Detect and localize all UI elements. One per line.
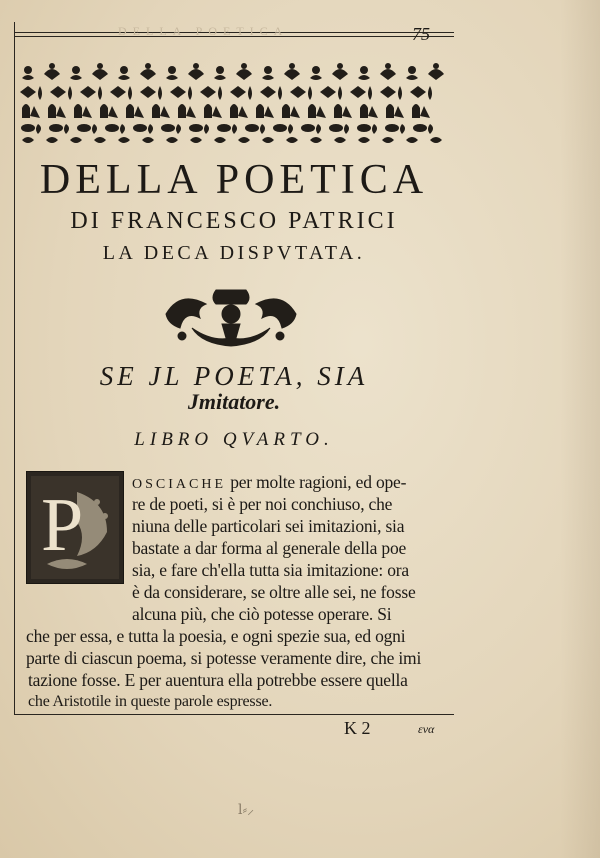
body-line-2: re de poeti, si è per noi conchiuso, che <box>132 494 393 514</box>
deca-line: LA DECA DISPVTATA. <box>102 242 366 264</box>
page-number: 75 <box>412 24 430 44</box>
page-edge-shadow <box>560 0 600 858</box>
body-line-9: parte di ciascun poema, si potesse veramente dire, che imi <box>26 648 422 668</box>
book-heading: LIBRO QVARTO. <box>134 429 334 450</box>
question-line-1: SE JL POETA, SIA <box>99 361 369 391</box>
body-line-1: OSCIACHE per molte ragioni, ed ope- <box>132 472 407 492</box>
bottom-rule <box>14 714 454 715</box>
body-line-4: bastate a dar forma al generale della poe <box>132 538 407 558</box>
catchword: ενα <box>418 722 435 736</box>
body-line-5: sia, e fare ch'ella tutta sia imitazione: ora <box>132 560 409 580</box>
question-line-2: Jmitatore. <box>187 389 281 414</box>
vignette-ornament <box>162 284 300 350</box>
headpiece-ornament <box>18 56 450 148</box>
decorated-initial <box>26 471 124 584</box>
initial-letter: P <box>41 483 84 567</box>
author-line: DI FRANCESCO PATRICI <box>70 208 398 234</box>
body-line-7: alcuna più, che ciò potesse operare. Si <box>132 604 392 624</box>
signature-mark: K 2 <box>344 718 371 738</box>
ink-smudge: ⅼ⸗⸝ <box>238 803 255 818</box>
body-line-6: è da considerare, se oltre alle sei, ne fosse <box>132 582 416 602</box>
show-through-heading: DELLA POETICA <box>118 24 289 38</box>
book-title: DELLA POETICA <box>39 157 429 203</box>
body-line-11: che Aristotile in queste parole espresse. <box>28 693 273 710</box>
body-line-3: niuna delle particolari sei imitazioni, sia <box>132 516 405 536</box>
body-line-8: che per essa, e tutta la poesia, e ogni spezie sua, ed ogni <box>26 626 406 646</box>
body-line-10: tazione fosse. E per auentura ella potrebbe essere quella <box>28 670 408 690</box>
